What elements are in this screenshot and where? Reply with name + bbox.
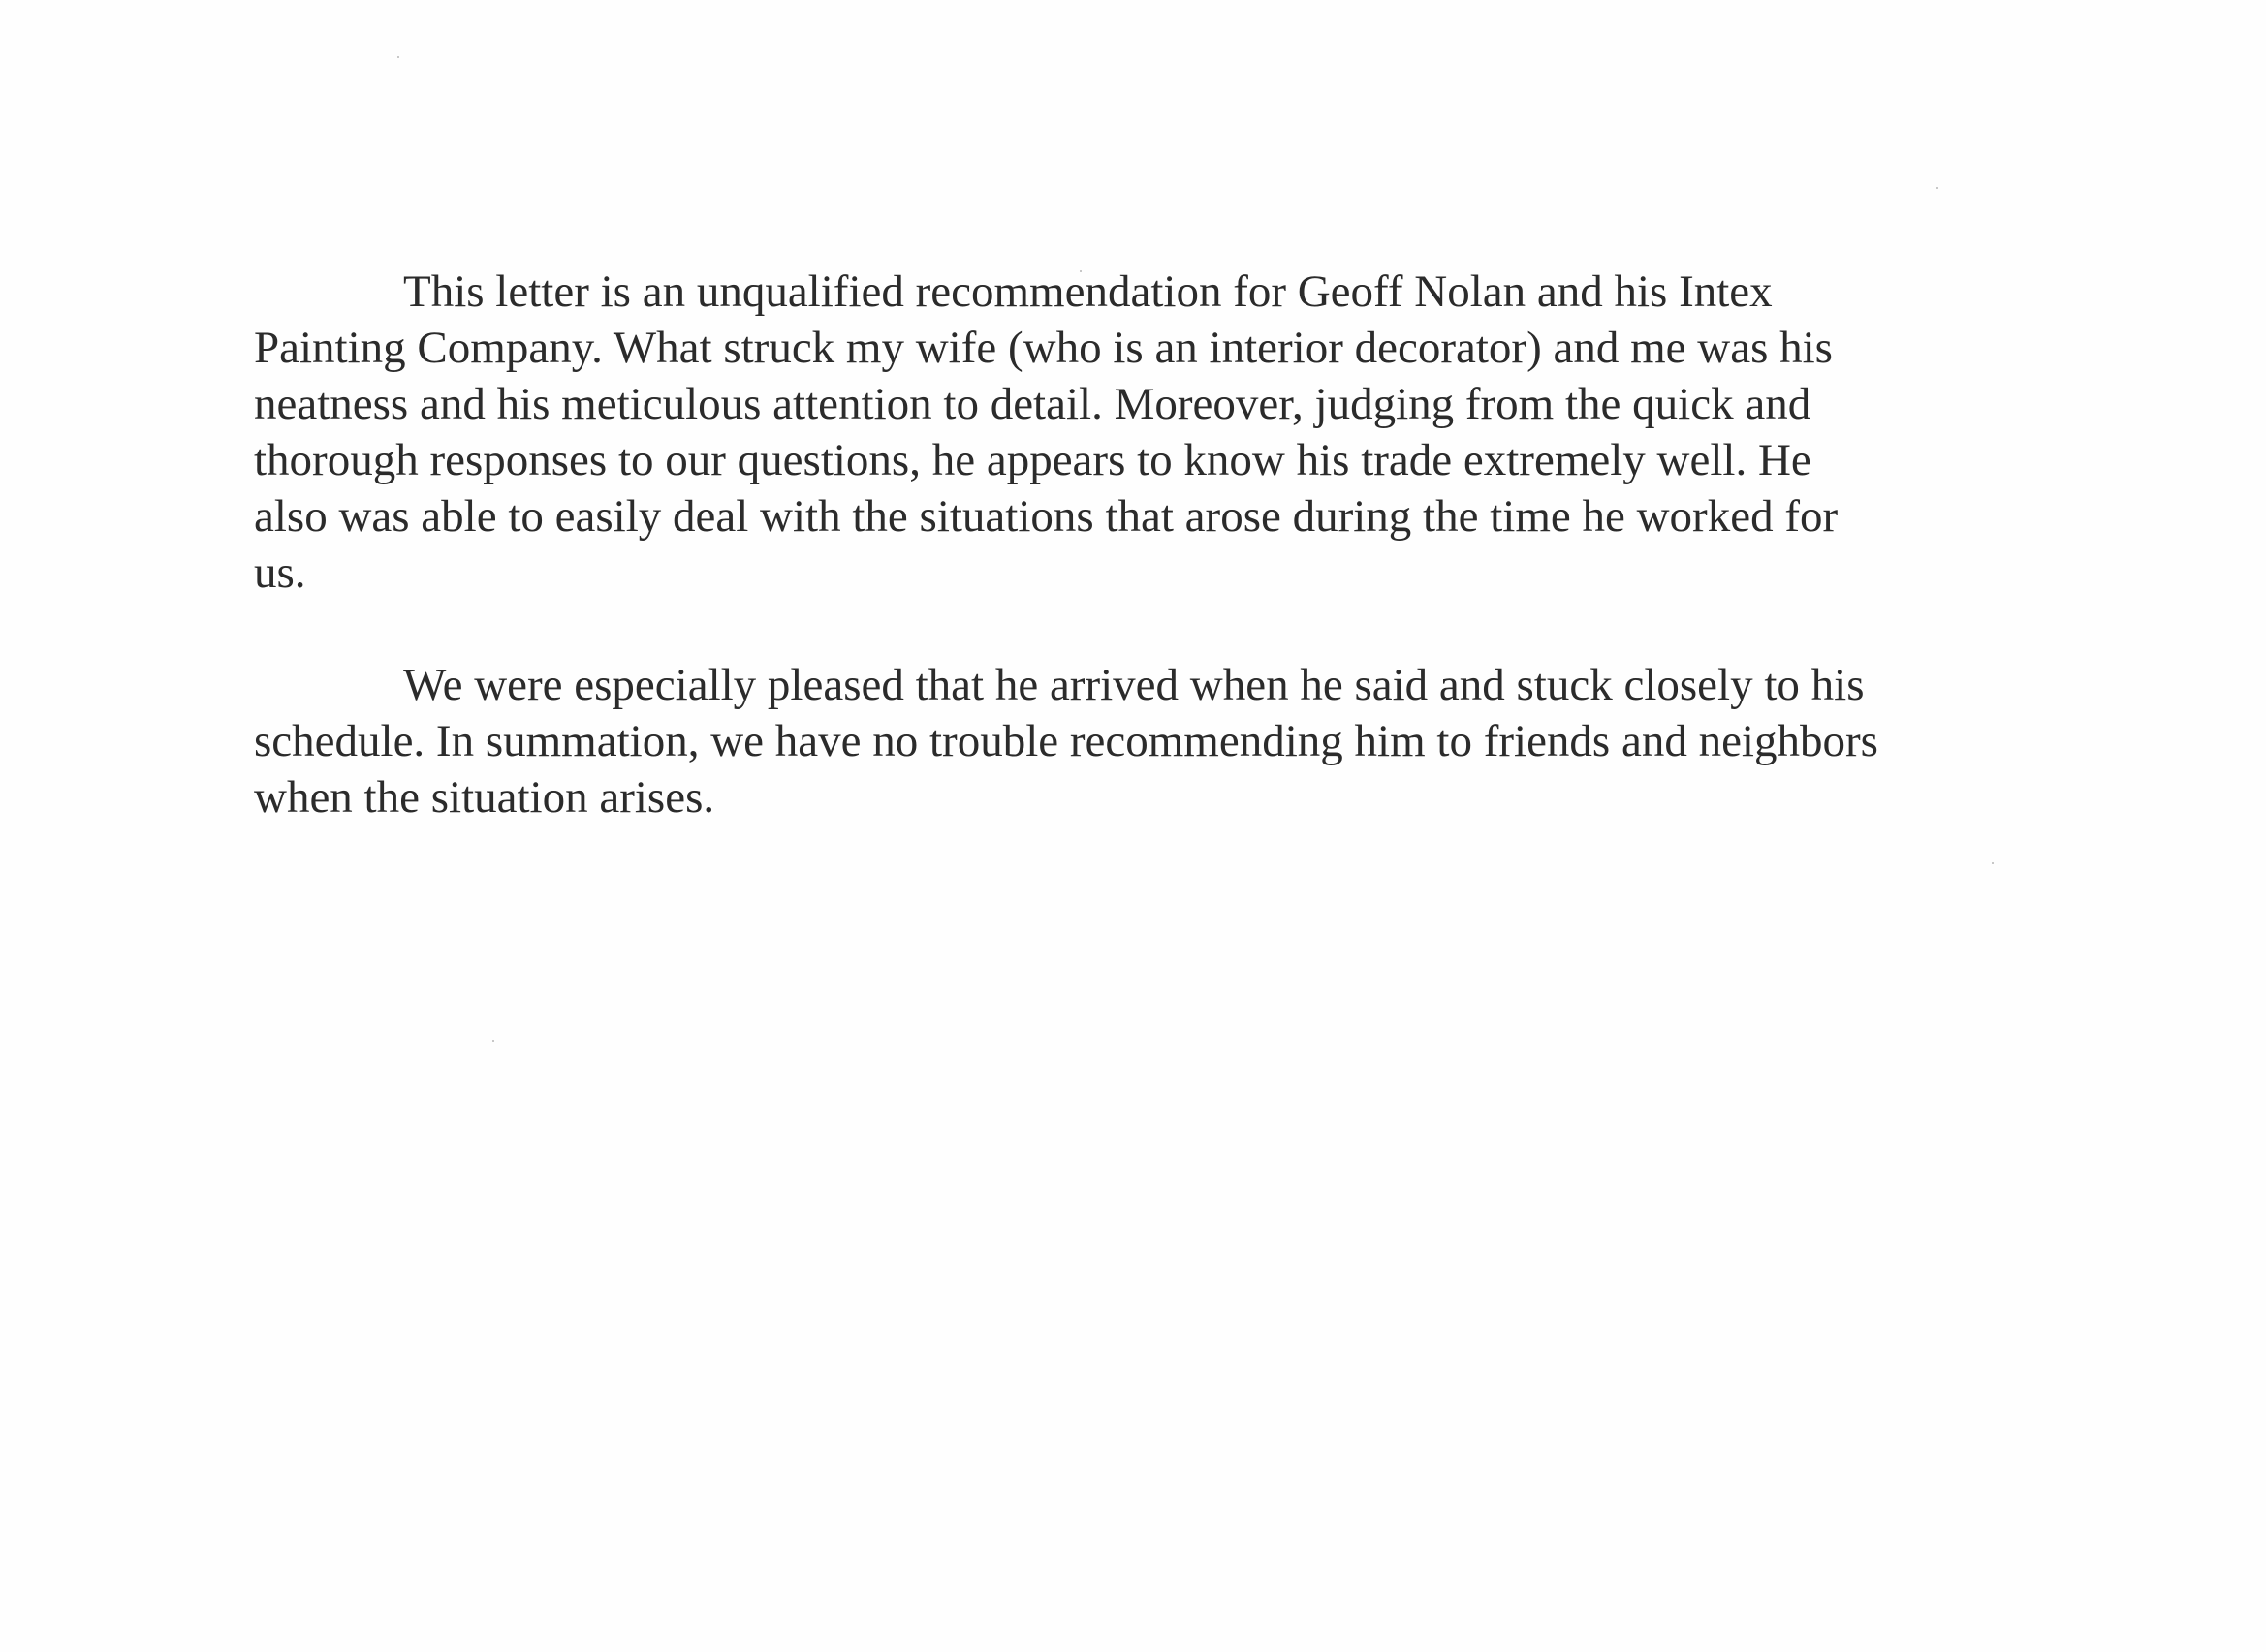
text-line: We were especially pleased that he arrived when he said and stuck closely to his: [403, 660, 1865, 710]
text-line: This letter is an unqualified recommendation for Geoff Nolan and his Intex: [403, 266, 1773, 317]
text-line: when the situation arises.: [254, 772, 715, 823]
scan-speck: [397, 56, 399, 58]
scan-speck: [1992, 862, 1994, 864]
scan-speck: [1936, 187, 1938, 189]
text-line: thorough responses to our questions, he appears to know his trade extremely well. He: [254, 435, 1811, 485]
letter-body: [254, 264, 2047, 826]
text-line: us.: [254, 547, 306, 598]
paragraph-2: [254, 657, 2047, 826]
paragraph-1: [254, 264, 2047, 601]
scan-speck: [492, 1040, 494, 1042]
paragraph-spacer: [254, 601, 2047, 657]
text-line: Painting Company. What struck my wife (who is an interior decorator) and me was his: [254, 323, 1833, 373]
text-line: also was able to easily deal with the situations that arose during the time he worked for: [254, 491, 1839, 542]
text-line: schedule. In summation, we have no trouble recommending him to friends and neighbors: [254, 716, 1878, 766]
text-line: neatness and his meticulous attention to detail. Moreover, judging from the quick and: [254, 379, 1811, 429]
